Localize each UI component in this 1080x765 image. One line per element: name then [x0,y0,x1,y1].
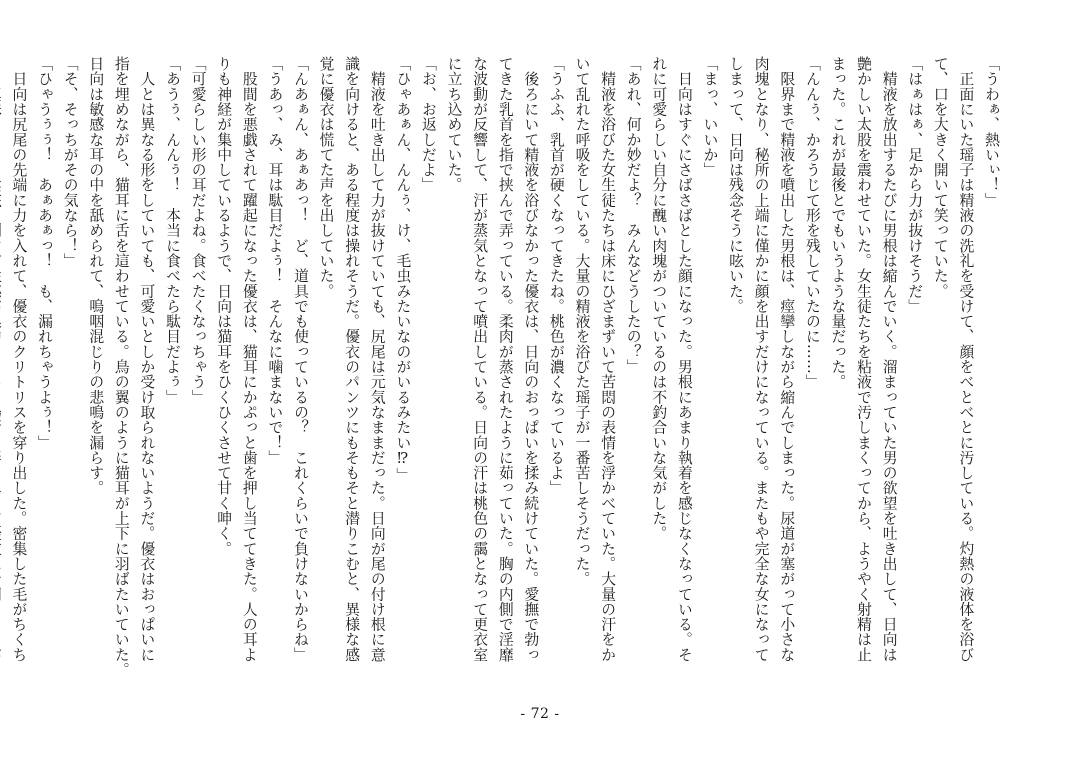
text-line: 日向はすぐにさばさばとした顔になった。男根にあまり執着を感じなくなっている。そ [675,56,693,662]
text-line: 「あうぅ、んんぅ！ 本当に食べたら駄目だよぅ」 [164,56,181,405]
text-line: てきた乳首を指で挟んで弄っている。柔肉が蒸されたように茹っていた。胸の内側で淫靡 [496,56,514,662]
text-line: 「そ、そっちがその気なら！」 [61,56,79,269]
text-line: 「はぁはぁ、足から力が抜けそうだ」 [906,56,924,314]
text-line: 股間を悪戯されて躍起になった優衣は、猫耳にかぷっと歯を押し当ててきた。人の耳よ [240,56,258,662]
text-line: に立ち込めていた。 [445,56,463,193]
vertical-text-body [10,56,1004,686]
text-line: 人とは異なる形をしていても、可愛いとしか受け取られないようだ。優衣はおっぱいに [138,56,156,662]
text-line: 「お、お返しだよ」 [419,56,437,193]
text-line: れに可愛らしい自分に醜い肉塊がついているのは不釣合いな気がした。 [650,56,668,541]
text-line: 「可愛らしい形の耳だよね。食べたくなっちゃう」 [189,56,207,405]
text-line: 識を向けると、ある程度は操れそうだ。優衣のパンツにもそもそと潜りこむと、異様な感 [343,56,361,662]
text-line: 日向は敏感な耳の中を舐められて、嗚咽混じりの悲鳴を漏らす。 [87,56,105,496]
text-line: 後ろにいて精液を浴びなかった優衣は、日向のおっぱいを揉み続けていた。愛撫で勃っ [522,56,540,662]
text-line: 「あれ、何か妙だよ？ みんなどうしたの？」 [624,56,642,375]
text-line: まった。これが最後とでもいうような量だった。 [829,56,847,390]
text-line: 正面にいた瑶子は精液の洗礼を受けて、顔をべとべとに汚している。灼熱の液体を浴び [957,56,975,662]
text-line: 覚に優衣は慌てた声を出していた。 [317,56,335,299]
text-line: 「うわぁ、熱いぃ！」 [983,56,1000,208]
text-line: いて乱れた呼吸をしている。大量の精液を浴びた瑶子が一番苦しそうだった。 [573,56,591,587]
text-line: 日向は尻尾の先端に力を入れて、優衣のクリトリスを穿り出した。密集した毛がちくち [10,56,28,662]
text-line: 精液を放出するたびに男根は縮んでいく。溜まっていた男の欲望を吐き出して、日向は [880,56,898,662]
text-line: 肉塊となり、秘所の上端に僅かに顔を出すだけになっている。またもや完全な女になって [752,56,770,662]
text-line [0,56,6,686]
text-line: て、口を大きく開いて笑っていた。 [931,56,949,299]
text-line: 「ひゃあぁん、んんぅ、け、毛虫みたいなのがいるみたい⁉」 [394,56,412,483]
text-line: りも神経が集中しているようで、日向は猫耳をひくひくさせて甘く呻く。 [215,56,233,556]
text-line: 「んんぅ、かろうじて形を残していたのに……」 [803,56,821,390]
page-number: - 72 - [520,706,560,722]
text-line: な波動が反響して、汗が蒸気となって噴出している。日向の汗は桃色の靄となって更衣室 [471,56,489,662]
text-line: しまって、日向は残念そうに呟いた。 [727,56,745,314]
text-line: 精液を吐き出して力が抜けていても、尻尾は元気なままだった。日向が尾の付け根に意 [368,56,386,662]
text-line: 「うあっ、み、耳は駄目だよぅ！ そんなに噛まないで！」 [266,56,284,466]
text-line: 「んあぁん、あぁあっ！ ど、道具でも使っているの？ これくらいで負けないからね」 [291,56,309,662]
text-line: 「ひゃうぅぅ！ あぁあぁっ！ も、漏れちゃうよぅ！」 [36,56,54,450]
text-line: 限界まで精液を噴出した男根は、痙攣しながら縮んでしまった。尿道が塞がって小さな [778,56,796,662]
text-line: 艶かしい太股を震わせていた。女生徒たちを粘液で汚しまくってから、ようやく射精は止 [855,56,873,662]
text-line: 「まっ、いいか」 [701,56,719,178]
text-line: 精液を浴びた女生徒たちは床にひざまずいて苦悶の表情を浮かべていた。大量の汗をか [599,56,617,662]
text-line: 「うふふ、乳首が硬くなってきたね。桃色が濃くなっているよ」 [547,56,565,496]
text-line: 指を埋めながら、猫耳に舌を這わせている。鳥の翼のように猫耳が上下に羽ばたいていた。 [112,56,130,678]
